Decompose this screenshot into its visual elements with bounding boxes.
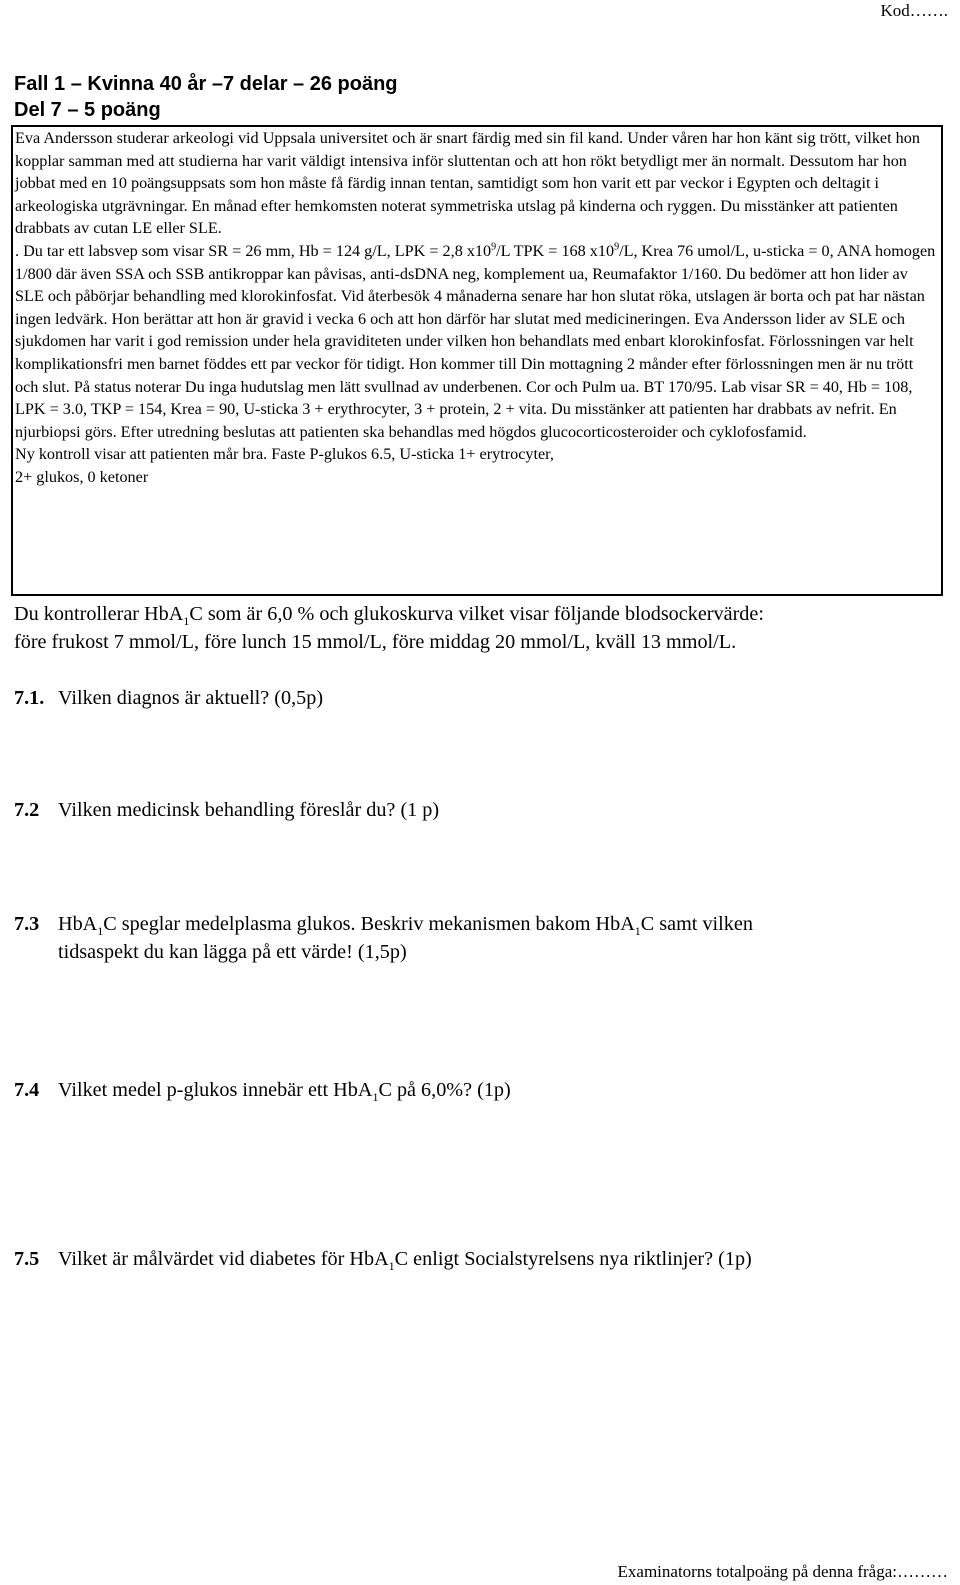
question-text: Vilket medel p-glukos innebär ett HbA$_1$C på 6,0%? (1p)	[58, 1079, 511, 1105]
glucose-summary	[14, 600, 950, 656]
question-7-5	[14, 1245, 752, 1273]
case-title: Fall 1 – Kvinna 40 år –7 delar – 26 poäng	[14, 73, 398, 95]
question-text: Vilken diagnos är aktuell? (0,5p)	[58, 687, 324, 709]
question-text-continued: tidsaspekt du kan lägga på ett värde! (1,5p)	[58, 941, 407, 963]
question-number: 7.1.	[14, 687, 45, 709]
case-paragraph-1: Eva Andersson studerar arkeologi vid Uppsala universitet och är snart färdig med sin fil kand. Under våren har hon känt sig trött, vilket hon kopplar samman med att studierna har varit väldigt intensiva inför sluttentan och att hon rökt betydligt mer än normalt. Dessutom har hon jobbat med en 10 poängsuppsats som hon måste få färdig innan tentan, samtidigt som hon varit ett par veckor i Egypten och deltagit i arkeologiska utgrävningar. En månad efter hemkomsten noterat symmetriska utslag på kinderna och ryggen. Du misstänker att patienten drabbats av cutan LE eller SLE.	[15, 129, 920, 238]
case-paragraph-3-line-2: 2+ glukos, 0 ketoner	[15, 467, 149, 486]
code-field-label: Kod…….	[880, 1, 948, 20]
superscript: 9	[614, 241, 620, 253]
question-7-4	[14, 1076, 511, 1104]
case-paragraph-3-line-1: Ny kontroll visar att patienten mår bra. Faste P-glukos 6.5, U-sticka 1+ erytrocyter,	[15, 445, 554, 464]
question-7-3	[14, 910, 753, 966]
question-text: Vilket är målvärdet vid diabetes för HbA$_1$C enligt Socialstyrelsens nya riktlinjer? (1p)	[58, 1248, 752, 1274]
examiner-total-score: Examinatorns totalpoäng på denna fråga:………	[617, 1562, 948, 1581]
summary-line-2: före frukost 7 mmol/L, före lunch 15 mmol/L, före middag 20 mmol/L, kväll 13 mmol/L.	[14, 631, 737, 653]
question-text: HbA$_1$C speglar medelplasma glukos. Beskriv mekanismen bakom HbA$_1$C samt vilken	[58, 913, 753, 939]
question-number: 7.4	[14, 1079, 40, 1101]
case-header	[14, 71, 398, 123]
question-number: 7.3	[14, 913, 40, 935]
question-number: 7.2	[14, 799, 40, 821]
question-7-1	[14, 684, 323, 712]
question-number: 7.5	[14, 1248, 40, 1270]
superscript: 9	[491, 241, 497, 253]
case-paragraph-2: . Du tar ett labsvep som visar SR = 26 mm, Hb = 124 g/L, LPK = 2,8 $x10^9/L$ TPK = 168 $x10^9/L$, Krea 76 umol/L, u-sticka = 0, ANA homogen 1/800 där även SSA och SSB antikroppar kan påvisas, anti-dsDNA neg, komplement ua, Reumafaktor 1/160. Du bedömer att hon lider av SLE och påbörjar behandling med klorokinfosfat. Vid återbesök 4 månaderna senare har hon slutat röka, utslagen är borta och pat har nästan ingen ledvärk. Hon berättar att hon är gravid i vecka 6 och att hon därför har slutat med medicineringen. Eva Andersson lider av SLE och sjukdomen har varit i god remission under hela graviditeten under vilken hon behandlats med enbart klorokinfosfat. Förlossningen var helt komplikationsfri men barnet föddes ett par veckor för tidigt. Hon kommer till Din mottagning 2 månder efter förlossningen men är nu trött och slut. På status noterar Du inga hudutslag men lätt svullnad av underbenen. Cor och Pulm ua. BT 170/95. Lab visar SR = 40, Hb = 108, LPK = 3.0, TKP = 154, Krea = 90, U-sticka 3 + erythrocyter, 3 + protein, 2 + vita. Du misstänker att patienten har drabbats av nefrit. En njurbiopsi görs. Efter utredning beslutas att patienten ska behandlas med högdos glucocorticosteroider och cyklofosfamid.	[15, 241, 936, 441]
question-text: Vilken medicinsk behandling föreslår du? (1 p)	[58, 799, 440, 821]
question-7-2	[14, 796, 439, 824]
part-title: Del 7 – 5 poäng	[14, 99, 161, 121]
case-description-box	[11, 125, 943, 596]
summary-line-1: Du kontrollerar HbA$_1$C som är 6,0 % och glukoskurva vilket visar följande blodsockervärde:	[14, 603, 764, 629]
